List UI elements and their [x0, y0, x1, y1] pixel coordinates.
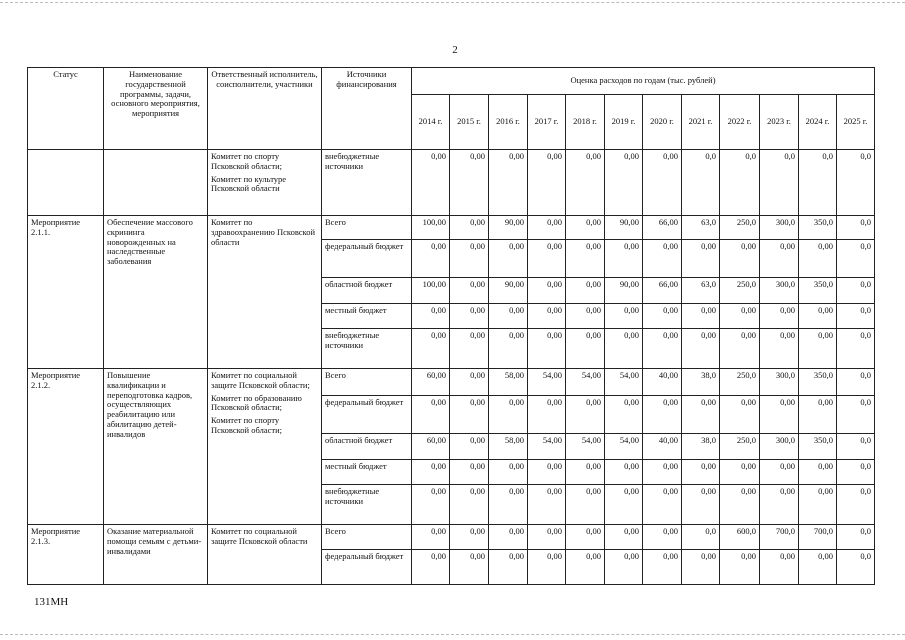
table-body	[28, 150, 875, 585]
amount-cell: 0,00	[682, 460, 720, 485]
header-sources: Источники финансирования	[322, 68, 412, 150]
header-status: Статус	[28, 68, 104, 150]
header-year: 2025 г.	[837, 95, 875, 150]
amount-cell: 0,00	[605, 396, 643, 434]
funding-source-cell: внебюджетные источники	[322, 329, 412, 369]
amount-cell: 0,00	[605, 240, 643, 278]
funding-source-cell: Всего	[322, 525, 412, 550]
amount-cell: 0,00	[412, 460, 450, 485]
amount-cell: 0,00	[450, 460, 489, 485]
amount-cell: 0,00	[643, 150, 682, 216]
funding-source-cell: местный бюджет	[322, 304, 412, 329]
funding-source-cell: федеральный бюджет	[322, 396, 412, 434]
executor-cell	[208, 525, 322, 585]
executor-name: Комитет по социальной защите Псковской области	[211, 526, 308, 546]
amount-cell: 0,00	[528, 216, 566, 240]
amount-cell: 0,00	[450, 525, 489, 550]
amount-cell: 0,00	[450, 485, 489, 525]
amount-cell: 0,00	[682, 550, 720, 585]
amount-cell: 60,00	[412, 434, 450, 460]
amount-cell: 0,00	[566, 525, 605, 550]
amount-cell: 0,00	[528, 485, 566, 525]
amount-cell: 0,00	[566, 278, 605, 304]
amount-cell: 0,00	[450, 369, 489, 396]
amount-cell: 0,0	[837, 150, 875, 216]
amount-cell: 0,00	[450, 240, 489, 278]
executor-name: Комитет по спорту Псковской области;	[211, 151, 282, 171]
amount-cell: 0,00	[720, 329, 760, 369]
amount-cell: 0,00	[489, 150, 528, 216]
amount-cell: 40,00	[643, 369, 682, 396]
amount-cell: 0,00	[528, 329, 566, 369]
amount-cell: 38,0	[682, 434, 720, 460]
header-year: 2016 г.	[489, 95, 528, 150]
amount-cell: 0,00	[528, 550, 566, 585]
status-cell: Мероприятие 2.1.1.	[28, 216, 104, 369]
header-name: Наименование государственной программы, задачи, основного мероприятия, мероприятия	[104, 68, 208, 150]
amount-cell: 700,0	[799, 525, 837, 550]
scan-edge-top	[0, 2, 905, 3]
amount-cell: 0,00	[682, 304, 720, 329]
amount-cell: 300,0	[760, 216, 799, 240]
amount-cell: 0,00	[489, 525, 528, 550]
amount-cell: 0,00	[643, 396, 682, 434]
amount-cell: 0,00	[528, 525, 566, 550]
amount-cell: 90,00	[605, 278, 643, 304]
amount-cell: 0,00	[566, 240, 605, 278]
amount-cell: 0,00	[682, 485, 720, 525]
amount-cell: 0,00	[528, 460, 566, 485]
amount-cell: 0,00	[720, 240, 760, 278]
amount-cell: 54,00	[605, 434, 643, 460]
amount-cell: 0,00	[489, 460, 528, 485]
amount-cell: 0,00	[412, 329, 450, 369]
amount-cell: 0,00	[412, 550, 450, 585]
amount-cell: 0,00	[412, 304, 450, 329]
amount-cell: 0,0	[837, 240, 875, 278]
amount-cell: 0,00	[566, 550, 605, 585]
amount-cell: 0,00	[528, 396, 566, 434]
activity-name-cell: Обеспечение массового скрининга новорожденных на наследственные заболевания	[104, 216, 208, 369]
amount-cell: 0,00	[799, 240, 837, 278]
amount-cell: 0,00	[605, 525, 643, 550]
executor-name: Комитет по культуре Псковской области	[211, 173, 287, 194]
amount-cell: 0,0	[837, 278, 875, 304]
amount-cell: 0,00	[682, 329, 720, 369]
executor-name: Комитет по спорту Псковской области;	[211, 415, 282, 435]
status-cell: Мероприятие 2.1.2.	[28, 369, 104, 525]
budget-table	[27, 67, 875, 585]
amount-cell: 0,00	[643, 525, 682, 550]
amount-cell: 0,00	[566, 460, 605, 485]
amount-cell: 0,00	[528, 278, 566, 304]
header-row	[28, 68, 875, 95]
amount-cell: 0,00	[760, 485, 799, 525]
amount-cell: 0,00	[450, 150, 489, 216]
executor-name: Комитет по образованию Псковской области;	[211, 392, 302, 413]
amount-cell: 40,00	[643, 434, 682, 460]
page-number: 2	[452, 44, 458, 56]
activity-name-cell: Оказание материальной помощи семьям с детьми-инвалидами	[104, 525, 208, 585]
amount-cell: 58,00	[489, 434, 528, 460]
scan-edge-bottom	[0, 634, 905, 635]
activity-name-cell: Повышение квалификации и переподготовка кадров, осуществляющих реабилитацию или абилитацию детей-инвалидов	[104, 369, 208, 525]
amount-cell: 350,0	[799, 278, 837, 304]
amount-cell: 0,00	[528, 304, 566, 329]
header-estimate: Оценка расходов по годам (тыс. рублей)	[412, 68, 875, 95]
amount-cell: 0,00	[566, 396, 605, 434]
amount-cell: 0,00	[605, 304, 643, 329]
amount-cell: 0,00	[643, 304, 682, 329]
amount-cell: 0,00	[412, 396, 450, 434]
amount-cell: 0,0	[837, 460, 875, 485]
amount-cell: 0,00	[720, 304, 760, 329]
amount-cell: 0,0	[837, 525, 875, 550]
amount-cell: 0,0	[837, 434, 875, 460]
amount-cell: 0,00	[450, 216, 489, 240]
header-year: 2017 г.	[528, 95, 566, 150]
amount-cell: 54,00	[528, 434, 566, 460]
amount-cell: 0,00	[450, 434, 489, 460]
amount-cell: 0,0	[682, 150, 720, 216]
amount-cell: 0,00	[489, 329, 528, 369]
amount-cell: 350,0	[799, 434, 837, 460]
funding-source-cell: местный бюджет	[322, 460, 412, 485]
amount-cell: 60,00	[412, 369, 450, 396]
amount-cell: 90,00	[489, 216, 528, 240]
amount-cell: 100,00	[412, 216, 450, 240]
amount-cell: 54,00	[566, 434, 605, 460]
amount-cell: 0,00	[450, 329, 489, 369]
amount-cell: 0,00	[799, 396, 837, 434]
amount-cell: 0,00	[605, 485, 643, 525]
header-year: 2023 г.	[760, 95, 799, 150]
amount-cell: 0,00	[450, 396, 489, 434]
executor-cell	[208, 150, 322, 216]
amount-cell: 0,0	[799, 150, 837, 216]
amount-cell: 0,00	[760, 240, 799, 278]
amount-cell: 0,00	[720, 396, 760, 434]
executor-cell	[208, 216, 322, 369]
funding-source-cell: Всего	[322, 216, 412, 240]
table-row	[28, 216, 875, 240]
funding-source-cell: внебюджетные источники	[322, 485, 412, 525]
table-row	[28, 369, 875, 396]
amount-cell: 63,0	[682, 278, 720, 304]
amount-cell: 600,0	[720, 525, 760, 550]
amount-cell: 0,00	[643, 550, 682, 585]
header-executor: Ответственный исполнитель, соисполнители, участники	[208, 68, 322, 150]
amount-cell: 0,00	[412, 240, 450, 278]
amount-cell: 700,0	[760, 525, 799, 550]
executor-name: Комитет по социальной защите Псковской области;	[211, 370, 310, 390]
amount-cell: 0,0	[837, 485, 875, 525]
amount-cell: 0,00	[489, 304, 528, 329]
amount-cell: 0,00	[799, 485, 837, 525]
amount-cell: 66,00	[643, 216, 682, 240]
amount-cell: 0,00	[643, 329, 682, 369]
amount-cell: 0,0	[720, 150, 760, 216]
amount-cell: 0,00	[489, 550, 528, 585]
status-cell	[28, 150, 104, 216]
amount-cell: 0,00	[605, 150, 643, 216]
amount-cell: 0,0	[837, 216, 875, 240]
amount-cell: 63,0	[682, 216, 720, 240]
header-year: 2022 г.	[720, 95, 760, 150]
amount-cell: 0,00	[450, 278, 489, 304]
amount-cell: 250,0	[720, 369, 760, 396]
amount-cell: 0,00	[528, 150, 566, 216]
amount-cell: 0,00	[682, 396, 720, 434]
amount-cell: 0,00	[528, 240, 566, 278]
amount-cell: 90,00	[489, 278, 528, 304]
executor-name: Комитет по здравоохранению Псковской области	[211, 217, 316, 247]
amount-cell: 0,00	[412, 525, 450, 550]
amount-cell: 0,00	[760, 396, 799, 434]
header-year: 2015 г.	[450, 95, 489, 150]
amount-cell: 250,0	[720, 434, 760, 460]
amount-cell: 250,0	[720, 278, 760, 304]
table-row	[28, 150, 875, 216]
amount-cell: 0,00	[450, 550, 489, 585]
amount-cell: 350,0	[799, 369, 837, 396]
funding-source-cell: Всего	[322, 369, 412, 396]
amount-cell: 350,0	[799, 216, 837, 240]
status-cell: Мероприятие 2.1.3.	[28, 525, 104, 585]
amount-cell: 0,00	[566, 304, 605, 329]
header-year: 2021 г.	[682, 95, 720, 150]
amount-cell: 0,0	[682, 525, 720, 550]
amount-cell: 0,00	[566, 329, 605, 369]
amount-cell: 0,00	[799, 329, 837, 369]
amount-cell: 0,00	[760, 550, 799, 585]
executor-cell	[208, 369, 322, 525]
amount-cell: 66,00	[643, 278, 682, 304]
amount-cell: 0,00	[760, 304, 799, 329]
amount-cell: 0,00	[643, 240, 682, 278]
funding-source-cell: федеральный бюджет	[322, 240, 412, 278]
funding-source-cell: областной бюджет	[322, 434, 412, 460]
amount-cell: 90,00	[605, 216, 643, 240]
funding-source-cell: федеральный бюджет	[322, 550, 412, 585]
amount-cell: 0,00	[799, 460, 837, 485]
amount-cell: 0,00	[682, 240, 720, 278]
funding-source-cell: областной бюджет	[322, 278, 412, 304]
amount-cell: 0,00	[605, 460, 643, 485]
amount-cell: 54,00	[566, 369, 605, 396]
amount-cell: 0,0	[837, 396, 875, 434]
amount-cell: 0,00	[489, 485, 528, 525]
amount-cell: 0,00	[489, 396, 528, 434]
amount-cell: 0,00	[605, 550, 643, 585]
amount-cell: 0,0	[760, 150, 799, 216]
amount-cell: 0,00	[799, 550, 837, 585]
amount-cell: 54,00	[605, 369, 643, 396]
activity-name-cell	[104, 150, 208, 216]
amount-cell: 0,00	[566, 485, 605, 525]
amount-cell: 54,00	[528, 369, 566, 396]
amount-cell: 58,00	[489, 369, 528, 396]
amount-cell: 0,00	[566, 216, 605, 240]
amount-cell: 0,0	[837, 304, 875, 329]
amount-cell: 0,00	[643, 485, 682, 525]
amount-cell: 0,00	[720, 485, 760, 525]
amount-cell: 0,00	[760, 460, 799, 485]
amount-cell: 0,00	[450, 304, 489, 329]
header-year: 2014 г.	[412, 95, 450, 150]
amount-cell: 300,0	[760, 278, 799, 304]
header-year: 2024 г.	[799, 95, 837, 150]
amount-cell: 0,0	[837, 329, 875, 369]
amount-cell: 0,00	[489, 240, 528, 278]
amount-cell: 0,0	[837, 369, 875, 396]
header-year: 2019 г.	[605, 95, 643, 150]
amount-cell: 0,00	[720, 550, 760, 585]
amount-cell: 0,0	[837, 550, 875, 585]
table-row	[28, 525, 875, 550]
amount-cell: 0,00	[412, 150, 450, 216]
amount-cell: 0,00	[605, 329, 643, 369]
amount-cell: 0,00	[720, 460, 760, 485]
amount-cell: 250,0	[720, 216, 760, 240]
header-year: 2020 г.	[643, 95, 682, 150]
amount-cell: 0,00	[566, 150, 605, 216]
header-year: 2018 г.	[566, 95, 605, 150]
footer-code: 131МН	[34, 596, 69, 608]
funding-source-cell: внебюджетные источники	[322, 150, 412, 216]
amount-cell: 0,00	[799, 304, 837, 329]
amount-cell: 100,00	[412, 278, 450, 304]
amount-cell: 38,0	[682, 369, 720, 396]
amount-cell: 300,0	[760, 369, 799, 396]
amount-cell: 0,00	[760, 329, 799, 369]
amount-cell: 0,00	[643, 460, 682, 485]
amount-cell: 300,0	[760, 434, 799, 460]
amount-cell: 0,00	[412, 485, 450, 525]
